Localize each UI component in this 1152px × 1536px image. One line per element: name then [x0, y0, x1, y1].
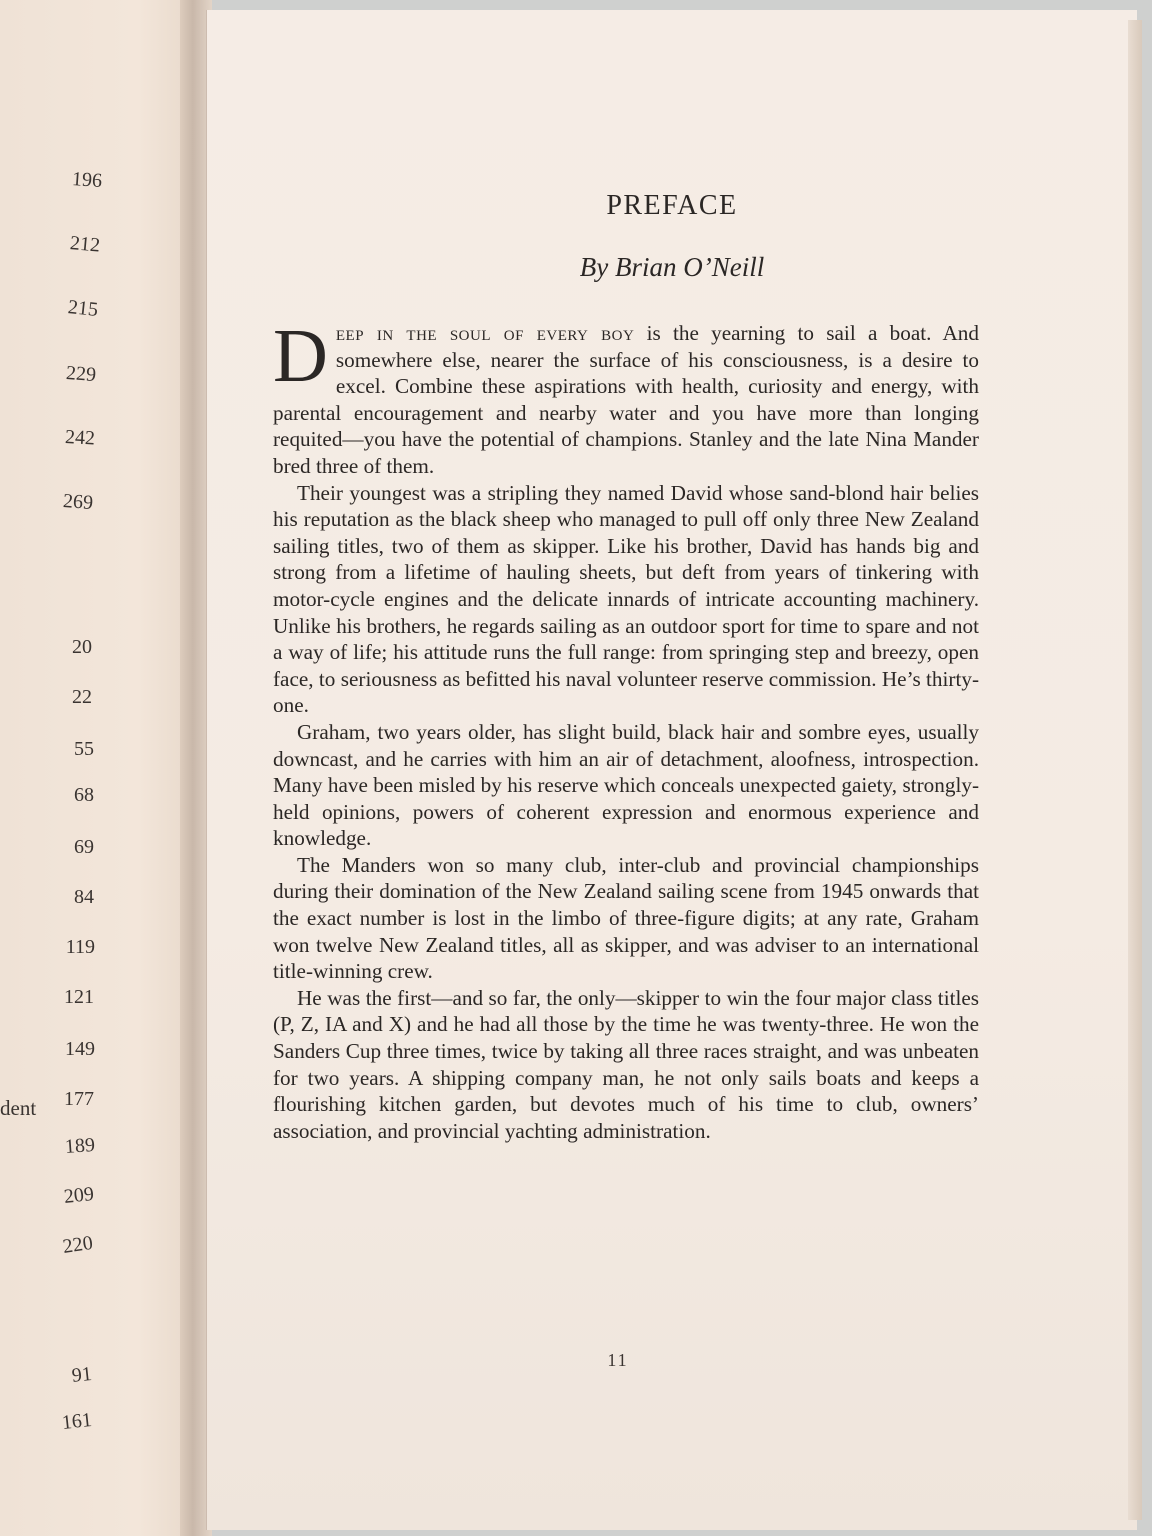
contents-page-number: 196: [71, 168, 103, 193]
contents-page-number: 55: [74, 738, 94, 760]
page-number: 11: [607, 1350, 629, 1370]
paragraph: Their youngest was a stripling they named David whose sand-blond hair belies his reputation as the black sheep who managed to pull off only three New Zealand sailing titles, two of them as skipper. Like his brother, David has hands big and strong from a lifetime of hauling sheets, but deft from years of tinkering with motor-cycle engines and the delicate innards of intricate accounting machinery. Unlike his brothers, he regards sailing as an outdoor sport for time to spare and not a way of life; his attitude runs the full range: from springing step and breezy, open face, to seriousness as befitted his naval volunteer reserve commission. He’s thirty-one.: [273, 480, 979, 718]
paragraph: He was the first—and so far, the only—skipper to win the four major class titles (P, Z, IA and X) and he had all those by the time he was twenty-three. He won the Sanders Cup three times, twice by taking all three races straight, and was unbeaten for two years. A shipping company man, he not only sails boats and keeps a flourishing kitchen garden, but devotes much of his time to club, owners’ association, and provincial yachting administration.: [273, 985, 979, 1143]
contents-page-number: 215: [66, 296, 100, 322]
paragraph: [273, 314, 979, 480]
paragraph: The Manders won so many club, inter-club and provincial championships during their domination of the New Zealand sailing scene from 1945 onwards that the exact number is lost in the limbo of three-figure digits; at any rate, Graham won twelve New Zealand titles, all as skipper, and was adviser to an international title-winning crew.: [273, 852, 979, 984]
contents-page-number: 229: [65, 362, 97, 387]
contents-page-number: 149: [65, 1038, 95, 1060]
contents-page-number: 212: [69, 232, 101, 257]
opening-words: eep in the soul of every boy: [335, 321, 635, 345]
preface-body: [273, 314, 979, 1144]
right-page: [206, 10, 1137, 1530]
contents-page-number: 161: [60, 1408, 93, 1434]
contents-page-number: 209: [62, 1182, 95, 1208]
author-byline: By Brian O’Neill: [579, 252, 765, 282]
contents-entry-fragment: dent: [0, 1096, 37, 1120]
contents-page-number: 119: [65, 936, 95, 958]
page-edge: [1128, 20, 1142, 1520]
contents-page-number: 121: [64, 986, 94, 1008]
contents-page-number: 242: [64, 426, 96, 450]
contents-page-number: 189: [64, 1133, 96, 1158]
paragraph-text: is the yearning to sail a boat. And somewhere else, nearer the surface of his consciousness, is a desire to excel. Combine these aspirations with health, curiosity and energy, with parental encouragement and nearby water and you have more than longing requited—you have the potential of champions. Stanley and the late Nina Mander bred three of them.: [273, 321, 979, 478]
contents-page-number: 22: [72, 686, 92, 708]
contents-page-number: 269: [62, 490, 94, 515]
drop-cap: D: [273, 314, 328, 398]
paragraph: Graham, two years older, has slight build, black hair and sombre eyes, usually downcast, and he carries with him an air of detachment, aloofness, introspection. Many have been misled by his reserve which conceals unexpected gaiety, strongly-held opinions, powers of coherent expression and enormous experience and knowledge.: [273, 719, 979, 851]
contents-page-number: 68: [74, 784, 94, 806]
contents-page-number: 69: [74, 836, 94, 858]
contents-page-number: 91: [70, 1362, 93, 1387]
contents-page-number: 84: [74, 886, 94, 908]
contents-page-number: 20: [72, 636, 92, 658]
page-title: PREFACE: [606, 190, 738, 221]
contents-page-number: 177: [64, 1088, 94, 1110]
contents-page-number: 220: [61, 1231, 95, 1258]
left-page: [0, 0, 200, 1536]
